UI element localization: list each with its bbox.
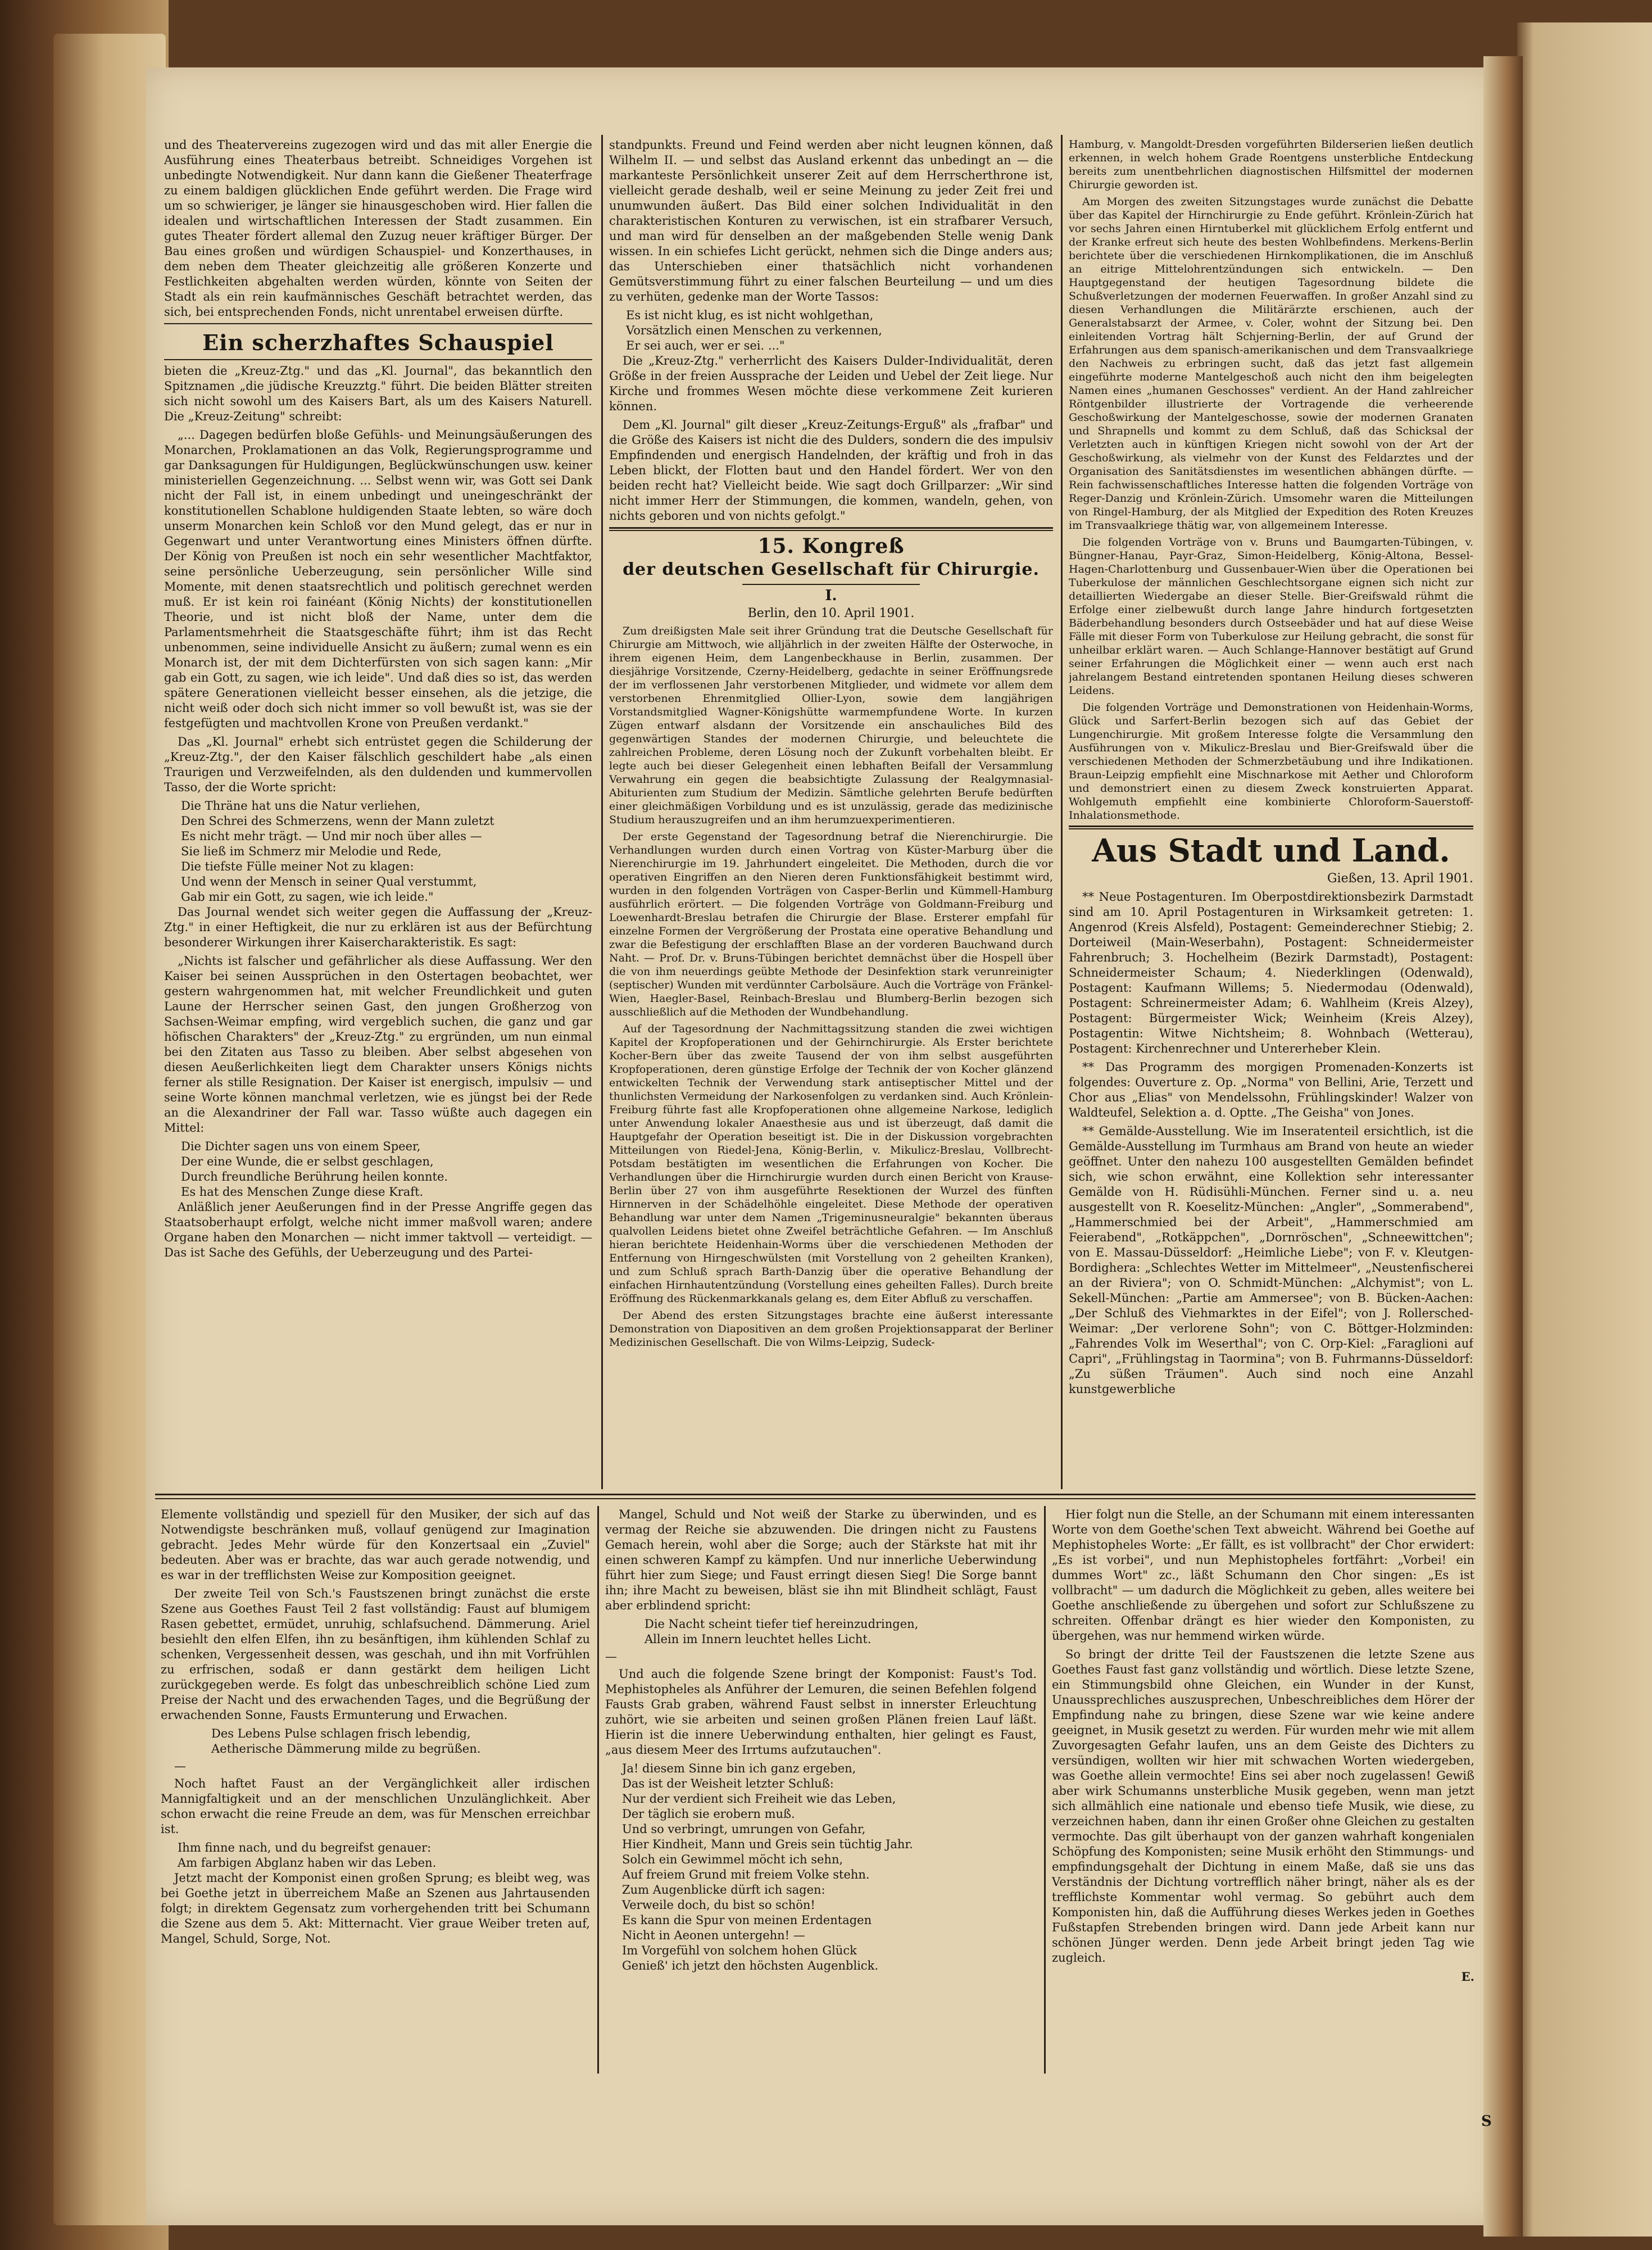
column-2 xyxy=(609,138,1053,1492)
paragraph: Anläßlich jener Aeußerungen find in der Presse Angriffe gegen das Staatsoberhaupt erfolgt, welche nicht immer maßvoll waren; andere Organe haben den Monarchen — nicht immer taktvoll — verteidigt. — Das ist Sache des Gefühls, der Ueberzeugung und des Partei- xyxy=(164,1200,592,1259)
verse-line: Und so verbringt, umrungen von Gefahr, xyxy=(622,1822,866,1836)
adjacent-page xyxy=(1517,22,1652,2237)
dateline: Gießen, 13. April 1901. xyxy=(1327,872,1473,886)
verse-line: Ja! diesem Sinne bin ich ganz ergeben, xyxy=(622,1762,856,1775)
dash-separator: — xyxy=(174,1759,186,1773)
verse-line: Nicht in Aeonen untergehn! — xyxy=(622,1929,805,1942)
paragraph: bieten die „Kreuz-Ztg." und das „Kl. Journal", das bekanntlich den Spitznamen „die jüdische Kreuzztg." führt. Die beiden Blätter streiten sich nicht sowohl um des Kaisers Bart, als um des Kaisers Naturell. Die „Kreuz-Zeitung" schreibt: xyxy=(164,364,592,423)
paragraph: Zum dreißigsten Male seit ihrer Gründung trat die Deutsche Gesellschaft für Chirurgie am Mittwoch, wie alljährlich in der zweiten Hälfte der Osterwoche, in ihrem eigenen Heim, dem Langenbeckhause in Berlin, zusammen. Der diesjährige Vorsitzende, Czerny-Heidelberg, gedachte in seiner Eröffnungsrede der im verflossenen Jahr verstorbenen Mitglieder, und widmete vor allem dem verstorbenen Ehrenmitglied Ollier-Lyon, sowie dem langjährigen Vorstandsmitglied Wagner-Königshütte warmempfundene Worte. In kurzen Zügen entwarf alsdann der Vorsitzende ein anschauliches Bild des gegenwärtigen Standes der modernen Chirurgie, und beleuchtete die zahlreichen Probleme, deren Lösung noch der Zukunft vorbehalten bleibt. Er legte auch bei dieser Gelegenheit einen lebhaften Beifall der Versammlung Verwahrung ein gegen die beabsichtigte Zulassung der Realgymnasial-Abiturienten zum Studium der Medizin. Sämtliche gelehrten Berufe bedürften einer gleichmäßigen Vorbildung und es ist unzulässig, gerade das medizinische Studium herauszugreifen und an ihm herumzuexperimentieren. xyxy=(609,625,1053,826)
paragraph: Der zweite Teil von Sch.'s Faustszenen bringt zunächst die erste Szene aus Goethes Faust Teil 2 fast vollständig: Faust auf blumigem Rasen gebettet, ermüdet, unruhig, schlafsuchend. Dämmerung. Ariel besiehlt den elfen Elfen, ihn zu besänftigen, ihm kühlenden Schlaf zu schenken, Vergessenheit dessen, was geschah, und ihn mit Vorfrühlen zu erfrischen, sodaß er dann gestärkt dem heiligen Licht zurückgegeben werde. Es folgt das unbeschreiblich schöne Lied zum Preise der Nacht und des erwachenden Tages, und die Begrüßung der erwachenden Sonne, Fausts Ermunterung und Erwachen. xyxy=(161,1587,590,1722)
paragraph: ** Neue Postagenturen. Im Oberpostdirektionsbezirk Darmstadt sind am 10. April Postagenturen in Wirksamkeit getreten: 1. Angenrod (Kreis Alsfeld), Postagent: Gemeinderechner Stiebig; 2. Dorteiweil (Main-Weserbahn), Postagent: Schneidermeister Fahrenbruch; 3. Hochelheim (Bezirk Darmstadt), Postagent: Schneidermeister Schaum; 4. Niederklingen (Odenwald), Postagent: Kaufmann Willems; 5. Niedermodau (Odenwald), Postagent: Schreinermeister Adam; 6. Wahlheim (Kreis Alzey), Postagent: Bürgermeister Wick; Weinheim (Kreis Alzey), Postagentin: Witwe Nichtsheim; 8. Wohnbach (Wetterau), Postagent: Kirchenrechner und Untererheber Klein. xyxy=(1069,890,1473,1055)
column-1 xyxy=(164,138,592,1492)
column-rule-2 xyxy=(1061,135,1063,1489)
divider xyxy=(609,527,1053,529)
paragraph: Die folgenden Vorträge von v. Bruns und Baumgarten-Tübingen, v. Büngner-Hanau, Payr-Graz, Simon-Heidelberg, König-Altona, Bessel-Hagen-Charlottenburg und Gussenbauer-Wien über die Operationen bei Tuberkulose der männlichen Geschlechtsorgane eignen sich nicht zur detaillierten Wiedergabe an dieser Stelle. Bier-Greifswald rühmt die Erfolge einer zielbewußt durch lange Jahre hindurch fortgesetzten Bäderbehandlung besonders durch Ostseebäder und hat auf diese Weise Fälle mit dieser Form von Tuberkulose zur Heilung gebracht, die sonst für unheilbar erklärt waren. — Auch Schlange-Hannover bestätigt auf Grund seiner Erfahrungen die Möglichkeit einer — wenn auch erst nach jahrelangem Bestand eintretenden spontanen Heilung dieses schweren Leidens. xyxy=(1069,536,1473,697)
verse-line: Am farbigen Abglanz haben wir das Leben. xyxy=(178,1856,437,1870)
verse-block xyxy=(164,799,592,905)
paragraph: Das Journal wendet sich weiter gegen die Auffassung der „Kreuz-Ztg." in einer Heftigkeit, die nur zu erklären ist aus der Befürchtung besonderer Wirkungen ihrer Kaisercharakteristik. Es sagt: xyxy=(164,905,592,949)
section-rule-thin xyxy=(155,1498,1476,1499)
verse-line: Es kann die Spur von meinen Erdentagen xyxy=(622,1913,872,1927)
column-rule-4 xyxy=(1044,1506,1046,2074)
page-marker: S xyxy=(1481,2113,1492,2130)
column-rule-3 xyxy=(597,1506,599,2074)
verse-line: Er sei auch, wer er sei. ..." xyxy=(626,339,785,352)
verse-line: Auf freiem Grund mit freiem Volke stehn. xyxy=(622,1868,870,1881)
paragraph: Am Morgen des zweiten Sitzungstages wurde zunächst die Debatte über das Kapitel der Hirnchirurgie zu Ende geführt. Krönlein-Zürich hat vor sechs Jahren einen Hirntuberkel mit glücklichem Erfolg entfernt und der Kranke erfreut sich heute des besten Wohlbefindens. Merkens-Berlin berichtete über die verschiedenen Hirnkomplikationen, die im Anschluß an eitrige Mittelohrentzündungen sich entwickeln. — Den Hauptgegenstand der heutigen Tagesordnung bildete die Schußverletzungen der modernen Feuerwaffen. In großer Anzahl sind zu diesen Verhandlungen die Militärärzte erschienen, auch der Generalstabsarzt der Armee, v. Coler, wohnt der Sitzung bei. Den einleitenden Vortrag hält Schjerning-Berlin, der auf Grund der Erfahrungen aus dem spanisch-amerikanischen und dem Transvaalkriege den Nachweis zu erbringen sucht, daß das jetzt fast allgemein eingeführte moderne Mantelgeschoß auch nicht den ihm beigelegten Namen eines „humanen Geschosses" verdient. An der Hand zahlreicher Röntgenbilder illustrierte der Vortragende die verheerende Geschoßwirkung der Mantelgeschosse, sowie der modernen Granaten und Shrapnells und kommt zu dem Schluß, daß das Schicksal der Verletzten auch in künftigen Kriegen nicht sowohl von der Art der Geschoßwirkung, als vielmehr von der Kunst des Feldarztes und der Organisation des Sanitätsdienstes im wesentlichen abhängen dürfte. — Rein fachwissenschaftliches Interesse hatten die folgenden Vorträge von Reger-Danzig und Krönlein-Zürich. Umsomehr waren die Mitteilungen von Ringel-Hamburg, der als Mitglied der Expedition des Roten Kreuzes im Transvaalkriege thätig war, von allgemeinem Interesse. xyxy=(1069,196,1473,532)
paragraph: ** Gemälde-Ausstellung. Wie im Inseratenteil ersichtlich, ist die Gemälde-Ausstellung im Turmhaus am Brand von heute an wieder geöffnet. Unter den nahezu 100 ausgestellten Gemälden befindet sich, wie schon erwähnt, eine Kollektion sehr interessanter Gemälde von H. Rüdisühli-München. Ferner sind u. a. neu ausgestellt von R. Koeselitz-München: „Angler", „Sommerabend", „Hammerschmied bei der Arbeit", „Hammerschmied am Feierabend", „Rotkäppchen", „Dornröschen", „Schneewittchen"; von E. Massau-Düsseldorf: „Heimliche Liebe"; von F. v. Kleutgen-Bordighera: „Schlechtes Wetter im Mittelmeer", „Neustenfischerei an der Riviera"; von O. Schmidt-München: „Alchymist"; von L. Sekell-München: „Partie am Ammersee"; von B. Bücken-Aachen: „Der Schluß des Viehmarktes in der Eifel"; von J. Rollersched-Weimar: „Der verlorene Sohn"; von C. Böttger-Holzminden: „Fahrendes Volk im Weserthal"; von C. Orp-Kiel: „Faraglioni auf Capri", „Frühlingstag in Taormina"; von B. Fuhrmanns-Düsseldorf: „Zu süßen Träumen". Auch sind noch eine Anzahl kunstgewerbliche xyxy=(1069,1124,1473,1396)
verse-line: Im Vorgefühl von solchem hohen Glück xyxy=(622,1944,857,1957)
paragraph: Das „Kl. Journal" erhebt sich entrüstet gegen die Schilderung der „Kreuz-Ztg.", der den Kaiser fälschlich geschildert habe „als einen Traurigen und Verzweifelnden, als den duldenden und kummervollen Tasso, der die Worte spricht: xyxy=(164,735,592,794)
verse-block xyxy=(605,1617,1037,1647)
verse-line: Durch freundliche Berührung heilen konnte. xyxy=(181,1170,448,1183)
feuilleton-column-2 xyxy=(605,1507,1037,2075)
column-3 xyxy=(1069,138,1473,1492)
paragraph: „Nichts ist falscher und gefährlicher als diese Auffassung. Wer den Kaiser bei seinen Aussprüchen in den Ostertagen beobachtet, wer gestern wahrgenommen hat, mit welcher Freundlichkeit und guten Laune der Herrscher seinen Gast, den jungen Großherzog von Sachsen-Weimar empfing, wird vergeblich suchen, die ganz und gar höfischen Charakters" der „Kreuz-Ztg." zu ergründen, um nun einmal bei den Zitaten aus Tasso zu bleiben. Aber selbst abgesehen von diesen Aeußerlichkeiten liegt dem Charakter unsers Königs nichts ferner als stille Resignation. Der Kaiser ist energisch, impulsiv — und seine Worte können manchmal verletzen, wie es jüngst bei der Rede an die Alexandriner der Fall war. Tasso wüßte auch dagegen ein Mittel: xyxy=(164,954,592,1135)
verse-line: Vorsätzlich einen Menschen zu verkennen, xyxy=(626,324,882,337)
paragraph: Der erste Gegenstand der Tagesordnung betraf die Nierenchirurgie. Die Verhandlungen wurden durch einen Vortrag von Küster-Marburg über die Nierenchirurgie im 19. Jahrhundert eingeleitet. Die Methoden, durch die vor operativen Eingriffen an den Nieren deren Funktionsfähigkeit bestimmt wird, wurden in den folgenden Vorträgen von Casper-Berlin und Kümmell-Hamburg ausführlich erörtert. — Die folgenden Vorträge von Goldmann-Freiburg und Loewenhardt-Breslau betrafen die Chirurgie der Blase. Ersterer empfahl für einzelne Formen der Vergrößerung der Prostata eine operative Behandlung und zwar die Befestigung der erschlafften Blase an der vorderen Bauchwand durch Naht. — Prof. Dr. v. Bruns-Tübingen berichtet demnächst über die Hospell über die von ihm neuerdings geübte Methode der Desinfektion stark verunreinigter (septischer) Wunden mit verdünnter Carbolsäure. Auch die Vorträge von Fränkel-Wien, Haegler-Basel, Reinbach-Breslau und Blumberg-Berlin bezogen sich ausschließlich auf die Methoden der Wundbehandlung. xyxy=(609,831,1053,1018)
paragraph: Hier folgt nun die Stelle, an der Schumann mit einem interessanten Worte von dem Goethe'schen Text abweicht. Während bei Goethe auf Mephistopheles Worte: „Er fällt, es ist vollbracht" der Chor erwidert: „Es ist vorbei", und nun Mephistopheles fortfährt: „Vorbei! ein dummes Wort" zc., läßt Schumann den Chor singen: „Es ist vollbracht" — um dadurch die Möglichkeit zu geben, alles weitere bei Goethe anschließende zu übergehen und sofort zur Schlußszene zu schreiten. Offenbar drängt es hier wieder den Komponisten, zu übergehen, was nur hemmend wirken würde. xyxy=(1052,1508,1474,1643)
divider xyxy=(609,530,1053,531)
author-signature: E. xyxy=(1461,1970,1474,1984)
paragraph: Noch haftet Faust an der Vergänglichkeit aller irdischen Mannigfaltigkeit und an der menschlichen Unzulänglichkeit. Aber schon erwacht die reine Freude an dem, was für Menschen erreichbar ist. xyxy=(161,1777,590,1836)
verse-line: Genieß' ich jetzt den höchsten Augenblick. xyxy=(622,1959,879,1972)
feuilleton-column-3 xyxy=(1052,1507,1474,2075)
verse-line: Die Nacht scheint tiefer tief hereinzudringen, xyxy=(645,1617,919,1631)
paragraph: Hamburg, v. Mangoldt-Dresden vorgeführten Bilderserien ließen deutlich erkennen, in welch hohem Grade Roentgens unsterbliche Entdeckung bereits zum unentbehrlichen diagnostischen Hilfsmittel der modernen Chirurgie geworden ist. xyxy=(1069,138,1473,191)
verse-line: Den Schrei des Schmerzens, wenn der Mann zuletzt xyxy=(181,814,494,828)
paragraph: standpunkts. Freund und Feind werden aber nicht leugnen können, daß Wilhelm II. — und selbst das Ausland erkennt das unbedingt an — die markanteste Persönlichkeit unserer Zeit auf dem Herrscherthrone ist, vielleicht gerade deshalb, weil er seine Meinung zu jeder Zeit frei und unumwunden äußert. Das Bild einer solchen Individualität in den charakteristischen Konturen zu verwischen, ist ein strafbarer Versuch, und man wird für denselben an der maßgebenden Stelle wenig Dank wissen. In ein schiefes Licht gerückt, nehmen sich die Dinge anders aus; das Unterschieben einer thatsächlich nicht vorhandenen Gemütsverstimmung führt zu einer falschen Beurteilung — und um dies zu verhüten, gedenke man der Worte Tassos: xyxy=(609,138,1053,303)
page-gutter xyxy=(1483,56,1523,2237)
divider xyxy=(1069,828,1473,829)
verse-line: Die Thräne hat uns die Natur verliehen, xyxy=(181,799,421,813)
headline-scherzhaftes-schauspiel: Ein scherzhaftes Schauspiel xyxy=(202,330,554,355)
verse-block xyxy=(164,1139,592,1200)
verse-line: Allein im Innern leuchtet helles Licht. xyxy=(645,1632,872,1646)
verse-line: Die Dichter sagen uns von einem Speer, xyxy=(181,1140,421,1153)
paragraph: Dem „Kl. Journal" gilt dieser „Kreuz-Zeitungs-Erguß" als „frafbar" und die Größe des Kaisers ist nicht die des Dulders, sondern die des impulsiv Empfindenden und energisch Handelnden, der kräftig und froh in das Leben blickt, der Flotten baut und den Handel fördert. Wer von den beiden recht hat? Vielleicht beide. Wie sagt doch Grillparzer: „Wir sind nicht immer Herr der Stimmungen, die kommen, wandeln, gehen, von nichts geboren und von nichts gefolgt." xyxy=(609,418,1053,523)
section-number: I. xyxy=(825,587,837,604)
dateline: Berlin, den 10. April 1901. xyxy=(747,606,915,620)
verse-block xyxy=(161,1840,590,1871)
verse-block xyxy=(605,1761,1037,1974)
section-rule xyxy=(155,1494,1476,1495)
verse-line: Sie ließ im Schmerz mir Melodie und Rede, xyxy=(181,845,442,858)
verse-line: Das ist der Weisheit letzter Schluß: xyxy=(622,1777,834,1790)
paragraph: Die folgenden Vorträge und Demonstrationen von Heidenhain-Worms, Glück und Sarfert-Berlin bezogen sich auf das Gebiet der Lungenchirurgie. Mit großem Interesse folgte die Versammlung den Ausführungen von v. Mikulicz-Breslau und Bier-Greifswald über die verschiedenen Methoden der Schmerzbetäubung und ihre Indikationen. Braun-Leipzig empfiehlt eine Mischnarkose mit Aether und Chloroform und demonstriert einen zu diesem Zweck konstruierten Apparat. Wohlgemuth empfiehlt eine kombinierte Chloroform-Sauerstoff-Inhalationsmethode. xyxy=(1069,701,1473,822)
verse-block xyxy=(161,1726,590,1757)
verse-line: Hier Kindheit, Mann und Greis sein tüchtig Jahr. xyxy=(622,1838,913,1851)
verse-line: Es nicht mehr trägt. — Und mir noch über alles — xyxy=(181,829,482,843)
headline-aus-stadt-und-land: Aus Stadt und Land. xyxy=(1092,832,1450,869)
verse-line: Nur der verdient sich Freiheit wie das Leben, xyxy=(622,1792,896,1806)
paragraph: Der Abend des ersten Sitzungstages brachte eine äußerst interessante Demonstration von Diapositiven an dem großen Projektionsapparat der Berliner Medizinischen Gesellschaft. Die von Wilms-Leipzig, Sudeck- xyxy=(609,1309,1053,1349)
feuilleton-column-1 xyxy=(161,1507,590,2075)
paragraph: Mangel, Schuld und Not weiß der Starke zu überwinden, und es vermag der Reiche sie abzuwenden. Die dringen nicht zu Faustens Gemach herein, wohl aber die Sorge; auch der Stärkste hat mit ihr einen schweren Kampf zu kämpfen. Und nur innerliche Ueberwindung führt hier zum Siege; und Faust erringt diesen Sieg! Die Sorge bannt ihn; ihre Macht zu beweisen, bläst sie ihn mit Blindheit schlägt, Faust aber erblindend spricht: xyxy=(605,1508,1037,1612)
verse-line: Es hat des Menschen Zunge diese Kraft. xyxy=(181,1185,424,1199)
verse-line: Zum Augenblicke dürft ich sagen: xyxy=(622,1883,825,1897)
verse-line: Aetherische Dämmerung milde zu begrüßen. xyxy=(211,1742,481,1755)
column-rule-1 xyxy=(601,135,603,1489)
paragraph: Auf der Tagesordnung der Nachmittagssitzung standen die zwei wichtigen Kapitel der Kropfoperationen und der Gehirnchirurgie. Als Erster berichtete Kocher-Bern über das zweite Tausend der von ihm selbst ausgeführten Kropfoperationen, deren günstige Erfolge der Technik der von Kocher glänzend entwickelten Technik der Verwendung stark antiseptischer Mittel und der thunlichsten Vermeidung der Narkosenfolgen zu verdanken sind. Auch Krönlein-Freiburg führte fast alle Kropfoperationen ohne allgemeine Narkose, lediglich unter Anwendung lokaler Anaesthesie aus und ist überzeugt, daß damit die Hauptgefahr der Operation beseitigt ist. Die in der Diskussion vorgebrachten Mitteilungen von Riedel-Jena, König-Berlin, v. Mikulicz-Breslau, Vollbrecht-Potsdam bestätigten im wesentlichen die Erfahrungen von Kocher. Die Verhandlungen über die Hirnchirurgie wurden durch einen Bericht von Krause-Berlin über 27 von ihm ausgeführte Resektionen der Wurzel des fünften Hirnnerven in der Schädelhöhle eingeleitet. Diese Methode der operativen Behandlung war unter dem Namen „Trigeminusneuralgie" bekannten überaus qualvollen Leidens bietet ohne Zweifel beträchtliche Gefahren. — Im Anschluß hieran berichtete Heidenhain-Worms über die verschiedenen Methoden der Entfernung von Hirngeschwülsten (mit Vorstellung von 2 geheilten Kranken), und zum Schluß sprach Barth-Danzig über die operative Behandlung der einfachen Hirnhautentzündung (Vorstellung eines geheilten Falles). Durch breite Eröffnung des Rückenmarkkanals gelang es, dem Eiter Abfluß zu verschaffen. xyxy=(609,1023,1053,1305)
verse-line: Der eine Wunde, die er selbst geschlagen, xyxy=(181,1155,434,1168)
divider xyxy=(164,359,592,360)
verse-line: Es ist nicht klug, es ist nicht wohlgethan, xyxy=(626,309,874,322)
paragraph: Die „Kreuz-Ztg." verherrlicht des Kaisers Dulder-Individualität, deren Größe in der freien Aussprache der Leiden und Uebel der Zeit liege. Nur Kirche und frommes Wesen möchte diese verkommene Zeit kurieren können. xyxy=(609,354,1053,413)
verse-line: Und wenn der Mensch in seiner Qual verstummt, xyxy=(181,875,477,888)
paragraph-quote: „... Dagegen bedürfen bloße Gefühls- und Meinungsäußerungen des Monarchen, Proklamationen an das Volk, Regierungsprogramme und gar Danksagungen für Huldigungen, Beglückwünschungen usw. keiner ministeriellen Gegenzeichnung. ... Selbst wenn wir, was Gott sei Dank nicht der Fall ist, in einem unbedingt und uneingeschränkt der konstitutionellen Schablone huldigenden Staate lebten, so wäre doch unserm Monarchen kein Schloß vor den Mund gelegt, das er nur in Gegenwart und unter Verantwortung eines Ministers öffnen dürfte. Der König von Preußen ist noch ein sehr wesentlicher Machtfaktor, seine persönliche Ueberzeugung, sein persönlicher Wille sind Momente, mit denen staatsrechtlich und politisch gerechnet werden muß. Er ist kein roi fainéant (König Nichts) der konstitutionellen Theorie, und ist nicht bloß der Name, unter dem die Parlamentsmehrheit die Staatsgeschäfte führt; ihm ist das Recht unbenommen, seine individuelle Ansicht zu äußern; zumal wenn es ein Monarch ist, der mit dem Dichterfürsten von sich sagen kann: „Mir gab ein Gott, zu sagen, wie ich leide". Und daß dies so ist, das werden spätere Generationen vielleicht besser einsehen, als die jetzige, die nicht weiß oder doch sich nicht immer so voll bewußt ist, was sie der festgefügten und machtvollen Krone von Preußen verdankt." xyxy=(164,428,592,730)
verse-block xyxy=(609,308,1053,353)
divider xyxy=(164,323,592,324)
divider xyxy=(742,584,920,585)
verse-line: Solch ein Gewimmel möcht ich sehn, xyxy=(622,1853,843,1866)
verse-line: Die tiefste Fülle meiner Not zu klagen: xyxy=(181,860,414,873)
headline-gesellschaft-chirurgie: der deutschen Gesellschaft für Chirurgie. xyxy=(623,560,1040,579)
paragraph: ** Das Programm des morgigen Promenaden-Konzerts ist folgendes: Ouverture z. Op. „Norma" von Bellini, Arie, Terzett und Chor aus „Elias" von Mendelssohn, Frühlingskinder! Walzer von Waldteufel, Selektion a. d. Optte. „The Geisha" von Jones. xyxy=(1069,1060,1473,1119)
verse-line: Der täglich sie erobern muß. xyxy=(622,1807,795,1821)
divider xyxy=(1069,825,1473,827)
paragraph: So bringt der dritte Teil der Faustszenen die letzte Szene aus Goethes Faust fast ganz vollständig und wörtlich. Diese letzte Szene, ein Stimmungsbild ohne Gleichen, ein Wunder in der Kunst, Unaussprechliches auszusprechen, Unbeschreibliches dem Hörer der Empfindung nahe zu bringen, diese Szene war wie keine andere geeignet, in Musik gesetzt zu werden. Für wurden mehr wie mit allem Zuvorgesagten Gefahr laufen, uns an dem Geiste des Dichters zu versündigen, wollten wir hier mit schwachen Worten wiedergeben, was Goethe allein vermochte! Eins sei aber noch zugelassen! Gewiß aber wirk Schumanns unsterbliche Musik gegeben, wenn man jetzt sich allmählich eine nationale und ebenso tiefe Musik, wie diese, zu verzeichnen haben, dann ihr einen Großer ohne Gleichen zu gestalten vermochte. Das gilt überhaupt von der ganzen wahrhaft kongenialen Schöpfung des Komponisten; seine Musik erhöht den Stimmungs- und empfindungsgehalt der Dichtung in einem Maße, daß sie uns das Verständnis der Dichtung vortrefflich näher bringt, näher als es der trefflichste Kommentar wohl vermag. So gebührt auch dem Komponisten hin, daß die Aufführung dieses Werkes jeden in Goethes Fußstapfen Strebenden bringen wird. Dann jede Arbeit kann nur schönen Jünger werden. Denn jede Arbeit bringt jeden Tag wie zugleich. xyxy=(1052,1648,1474,1965)
headline-kongress: 15. Kongreß xyxy=(757,534,905,558)
paragraph: Jetzt macht der Komponist einen großen Sprung; es bleibt weg, was bei Goethe jetzt in überreichem Maße an Szenen aus Jahrtausenden folgt; in direktem Gegensatz zum vorhergehenden tritt bei Schumann die Szene aus dem 5. Akt: Mitternacht. Vier graue Weiber treten auf, Mangel, Schuld, Sorge, Not. xyxy=(161,1871,590,1945)
paragraph: Elemente vollständig und speziell für den Musiker, der sich auf das Notwendigste beschränken muß, vollauf genügend zur Imagination gebracht. Jedes Mehr würde für den Konzertsaal ein „Zuviel" bedeuten. Aber was er brachte, das war auch gerade notwendig, und es war in der trefflichsten Weise zur Komposition geeignet. xyxy=(161,1508,590,1582)
verse-line: Verweile doch, du bist so schön! xyxy=(622,1898,815,1912)
dash-separator: — xyxy=(605,1650,617,1663)
paragraph: und des Theatervereins zugezogen wird und das mit aller Energie die Ausführung eines Theaterbaus betreibt. Schneidiges Vorgehen ist unbedingte Notwendigkeit. Nur dann kann die Gießener Theaterfrage zu einem baldigen glücklichen Ende geführt werden. Die Frage wird um so schwieriger, je länger sie hinausgeschoben wird. Hier fallen die idealen und wirtschaftlichen Interessen der Stadt zusammen. Ein gutes Theater fördert allemal den Zuzug neuer kräftiger Bürger. Der Bau eines großen und würdigen Schauspiel- und Konzerthauses, in dem neben dem Theater gleichzeitig alle größeren Konzerte und Festlichkeiten abgehalten werden würden, könnte von Seiten der Stadt als ein rein kaufmännisches Geschäft betrachtet werden, das sich, bei entsprechenden Fonds, nicht unrentabel erweisen dürfte. xyxy=(164,138,592,319)
paragraph: Und auch die folgende Szene bringt der Komponist: Faust's Tod. Mephistopheles als Anführer der Lemuren, die seinen Befehlen folgend Fausts Grab graben, während Faust selbst in innerster Erleuchtung zuhört, wie sie arbeiten und seinen großen Plänen freien Lauf läßt. Hierin ist die innere Ueberwindung enthalten, hier gelingt es Faust, „aus diesem Meer des Irrtums aufzutauchen". xyxy=(605,1667,1037,1757)
verse-line: Ihm finne nach, und du begreifst genauer: xyxy=(178,1841,432,1854)
verse-line: Des Lebens Pulse schlagen frisch lebendig, xyxy=(211,1727,471,1740)
verse-line: Gab mir ein Gott, zu sagen, wie ich leide." xyxy=(181,890,434,904)
